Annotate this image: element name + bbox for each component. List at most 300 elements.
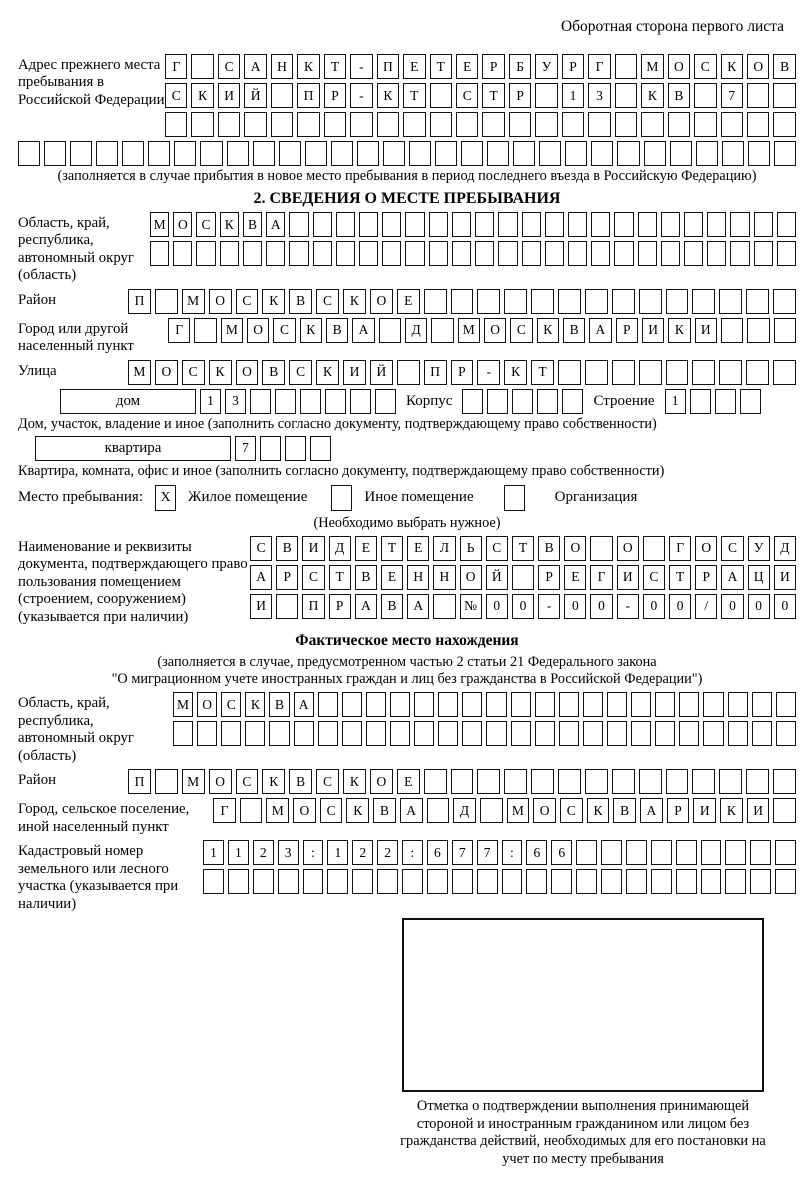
char-cell [615,54,637,79]
char-cell [626,869,647,894]
char-cell: С [560,798,583,823]
char-cell: И [343,360,366,385]
char-cell [707,241,726,266]
char-cell [721,318,743,343]
char-cell [285,436,306,461]
char-cell: И [695,318,717,343]
char-cell: М [182,769,205,794]
apartment-row [35,436,796,461]
apartment-cells [235,436,331,461]
char-cell [583,692,603,717]
option-label-organization: Организация [554,489,638,506]
char-cell: 1 [327,840,348,865]
char-cell: : [303,840,324,865]
char-cell: С [273,318,295,343]
char-cell: Р [329,594,351,619]
char-cell [551,869,572,894]
char-cell [427,798,450,823]
char-cell [559,721,579,746]
char-cell: 3 [225,389,246,414]
char-cell [475,212,494,237]
char-cell: С [694,54,716,79]
char-cell [327,869,348,894]
char-cell: А [355,594,377,619]
char-cell [289,241,308,266]
char-cell [730,212,749,237]
char-cell [754,212,773,237]
grid-row [173,721,796,746]
stamp-area [392,918,774,1168]
char-cell [477,869,498,894]
char-cell [278,869,299,894]
char-cell [487,141,509,166]
char-cell [289,212,308,237]
char-cell [694,83,716,108]
char-cell [601,840,622,865]
char-cell [475,241,494,266]
char-cell: К [346,798,369,823]
option-label-other-premises: Иное помещение [364,489,474,506]
char-cell: Е [564,565,586,590]
char-cell [245,721,265,746]
char-cell: И [774,565,796,590]
char-cell: С [302,565,324,590]
char-cell: М [458,318,480,343]
char-cell: Г [213,798,236,823]
char-cell [409,141,431,166]
char-cell: У [535,54,557,79]
char-cell: А [400,798,423,823]
char-cell: 0 [564,594,586,619]
grid-row [150,241,796,266]
grid-row [203,869,796,894]
char-cell [773,83,795,108]
char-cell: И [642,318,664,343]
char-cell: 1 [562,83,584,108]
char-cell [403,112,425,137]
char-cell: О [247,318,269,343]
char-cell [402,869,423,894]
char-cell: С [218,54,240,79]
char-cell: О [533,798,556,823]
char-cell: Й [370,360,393,385]
char-cell: П [377,54,399,79]
char-cell: В [276,536,298,561]
char-cell: Г [168,318,190,343]
char-cell [318,721,338,746]
grid-row [173,692,796,717]
char-cell: 6 [551,840,572,865]
char-cell [655,692,675,717]
char-cell [558,360,581,385]
char-cell: В [355,565,377,590]
char-cell [568,241,587,266]
char-cell: К [209,360,232,385]
char-cell [747,83,769,108]
korpus-label: Корпус [406,392,453,409]
grid-row [128,360,796,385]
char-cell [722,141,744,166]
char-cell [452,241,471,266]
char-cell [336,241,355,266]
char-cell: П [128,289,151,314]
char-cell: В [563,318,585,343]
char-cell [747,318,769,343]
char-cell [585,769,608,794]
char-cell [303,869,324,894]
char-cell [150,241,169,266]
char-cell [194,318,216,343]
char-cell [639,289,662,314]
char-cell [271,112,293,137]
stamp-note: Отметка о подтверждении выполнения принимающей стороной и иностранным гражданином или лицом без гражданства действий, необходимых для его постановки на учет по месту пребывания [400,1097,766,1167]
char-cell [607,721,627,746]
char-cell [631,692,651,717]
stay-type-label: Место пребывания: [18,489,143,506]
char-cell: Н [433,565,455,590]
char-cell [725,869,746,894]
char-cell: О [173,212,192,237]
char-cell: И [302,536,324,561]
char-cell [379,318,401,343]
char-cell [531,769,554,794]
char-cell [243,241,262,266]
char-cell: Г [165,54,187,79]
char-cell [405,241,424,266]
char-cell: О [564,536,586,561]
char-cell [694,112,716,137]
char-cell: О [617,536,639,561]
char-cell [480,798,503,823]
stamp-box [402,918,764,1092]
char-cell: / [695,594,717,619]
char-cell: Й [486,565,508,590]
char-cell [639,360,662,385]
grid-row [128,769,796,794]
char-cell [451,289,474,314]
char-cell [382,241,401,266]
char-cell: - [350,54,372,79]
char-cell [748,141,770,166]
char-cell: К [262,289,285,314]
char-cell [430,83,452,108]
char-cell [719,769,742,794]
actual-district-label: Район [18,772,57,789]
house-note: Дом, участок, владение и иное (заполнить согласно документу, подтверждающему право собственности) [18,415,657,432]
char-cell [350,389,371,414]
char-cell: 6 [427,840,448,865]
char-cell: 3 [588,83,610,108]
char-cell [196,241,215,266]
char-cell [148,141,170,166]
char-cell [562,389,583,414]
char-cell [692,289,715,314]
char-cell: К [641,83,663,108]
char-cell [684,241,703,266]
char-cell [228,869,249,894]
grid-row [203,840,796,865]
char-cell: В [289,289,312,314]
char-cell: Д [405,318,427,343]
char-cell [558,289,581,314]
char-cell [397,360,420,385]
stroenie-cells [665,389,761,414]
char-cell: Е [355,536,377,561]
char-cell: С [221,692,241,717]
char-cell: К [377,83,399,108]
char-cell: С [250,536,272,561]
char-cell: Ц [748,565,770,590]
grid-row [165,54,796,79]
char-cell: 7 [477,840,498,865]
field-actual-district [18,769,796,794]
char-cell [433,594,455,619]
field-prev-address [18,54,796,137]
grid-row [250,565,796,590]
char-cell [615,112,637,137]
char-cell: С [510,318,532,343]
char-cell: П [128,769,151,794]
char-cell [631,721,651,746]
char-cell [511,692,531,717]
char-cell: О [370,769,393,794]
grid-row [165,112,796,137]
char-cell [435,141,457,166]
char-cell: И [747,798,770,823]
char-cell [429,212,448,237]
char-cell: 0 [512,594,534,619]
house-row [60,389,796,414]
char-cell [559,692,579,717]
char-cell [719,360,742,385]
char-cell: С [182,360,205,385]
char-cell [773,360,796,385]
char-cell [275,389,296,414]
char-cell [750,869,771,894]
char-cell: О [460,565,482,590]
char-cell [191,112,213,137]
char-cell: 0 [748,594,770,619]
char-cell [486,721,506,746]
char-cell [220,241,239,266]
char-cell [568,212,587,237]
char-cell: К [343,769,366,794]
char-cell [670,141,692,166]
char-cell [661,241,680,266]
actual-region-label: Область, край, республика, автономный округ (область) [18,695,134,764]
char-cell: Б [509,54,531,79]
char-cell [477,289,500,314]
char-cell: С [721,536,743,561]
house-box-label: дом [60,389,196,414]
char-cell [655,721,675,746]
char-cell [535,692,555,717]
char-cell: - [350,83,372,108]
char-cell: Е [456,54,478,79]
char-cell: С [316,769,339,794]
option-label-residential: Жилое помещение [188,489,308,506]
char-cell [747,112,769,137]
char-cell [271,83,293,108]
char-cell [576,869,597,894]
stay-type-note: (Необходимо выбрать нужное) [313,514,501,531]
grid-row [165,83,796,108]
char-cell [750,840,771,865]
char-cell [424,289,447,314]
char-cell: С [456,83,478,108]
char-cell [498,241,517,266]
char-cell [350,112,372,137]
char-cell [591,141,613,166]
char-cell: О [155,360,178,385]
char-cell [173,241,192,266]
char-cell [390,721,410,746]
char-cell [651,840,672,865]
char-cell [644,141,666,166]
char-cell [666,360,689,385]
char-cell [44,141,66,166]
char-cell: В [381,594,403,619]
char-cell: П [297,83,319,108]
char-cell [777,212,796,237]
char-cell: В [326,318,348,343]
char-cell: М [266,798,289,823]
char-cell: 0 [643,594,665,619]
char-cell: Е [381,565,403,590]
char-cell: И [617,565,639,590]
char-cell: А [250,565,272,590]
char-cell [692,769,715,794]
char-cell: 2 [377,840,398,865]
char-cell [638,212,657,237]
char-cell [452,869,473,894]
char-cell: Т [381,536,403,561]
char-cell [773,769,796,794]
char-cell: К [720,798,743,823]
apartment-box-label: квартира [35,436,231,461]
char-cell: А [352,318,374,343]
char-cell: О [293,798,316,823]
char-cell [746,360,769,385]
char-cell [701,840,722,865]
char-cell [174,141,196,166]
char-cell [639,769,662,794]
char-cell: 1 [203,840,224,865]
char-cell: М [150,212,169,237]
char-cell [227,141,249,166]
char-cell [218,112,240,137]
char-cell: Д [774,536,796,561]
char-cell: 3 [278,840,299,865]
char-cell: О [197,692,217,717]
char-cell: - [617,594,639,619]
char-cell [165,112,187,137]
char-cell [535,721,555,746]
char-cell: В [373,798,396,823]
char-cell [240,798,263,823]
char-cell [155,769,178,794]
char-cell: М [641,54,663,79]
char-cell [325,389,346,414]
char-cell: О [668,54,690,79]
char-cell [531,289,554,314]
char-cell [615,83,637,108]
char-cell: В [243,212,262,237]
char-cell [269,721,289,746]
char-cell [70,141,92,166]
char-cell: Д [329,536,351,561]
char-cell: Т [512,536,534,561]
char-cell: В [668,83,690,108]
char-cell: Р [276,565,298,590]
char-cell: М [221,318,243,343]
char-cell [359,241,378,266]
char-cell: - [538,594,560,619]
char-cell [746,769,769,794]
char-cell [522,241,541,266]
char-cell: К [537,318,559,343]
char-cell [512,565,534,590]
char-cell: А [721,565,743,590]
char-cell [462,389,483,414]
region-label: Область, край, республика, автономный округ (область) [18,215,134,284]
stroenie-label: Строение [593,392,655,409]
char-cell [752,692,772,717]
char-cell [585,289,608,314]
char-cell: Г [669,536,691,561]
char-cell: 1 [228,840,249,865]
char-cell [498,212,517,237]
char-cell [558,769,581,794]
char-cell: И [218,83,240,108]
char-cell [438,692,458,717]
char-cell: 0 [774,594,796,619]
char-cell: В [269,692,289,717]
char-cell: Р [509,83,531,108]
section2-title: 2. СВЕДЕНИЯ О МЕСТЕ ПРЕБЫВАНИЯ [253,190,561,207]
char-cell: Р [695,565,717,590]
char-cell [253,141,275,166]
char-cell [427,869,448,894]
prev-address-note: (заполняется в случае прибытия в новое место пребывания в период последнего въезда в Российскую Федерацию) [57,168,757,184]
char-cell [405,212,424,237]
char-cell [730,241,749,266]
char-cell [366,721,386,746]
char-cell: А [589,318,611,343]
char-cell [504,289,527,314]
char-cell: С [320,798,343,823]
char-cell: Т [324,54,346,79]
actual-location-title: Фактическое место нахождения [295,632,519,650]
char-cell [740,389,761,414]
char-cell [253,869,274,894]
char-cell [545,241,564,266]
char-cell: Е [397,769,420,794]
char-cell: О [484,318,506,343]
grid-row [250,594,796,619]
field-district [18,289,796,314]
char-cell [313,241,332,266]
char-cell: Р [538,565,560,590]
char-cell [773,112,795,137]
grid-row [168,318,796,343]
document-label: Наименование и реквизиты документа, подтверждающего право пользования помещением (строением, сооружением) (указывается при наличии) [18,538,248,625]
char-cell [424,769,447,794]
char-cell: С [236,289,259,314]
char-cell [324,112,346,137]
char-cell: П [302,594,324,619]
char-cell [696,141,718,166]
